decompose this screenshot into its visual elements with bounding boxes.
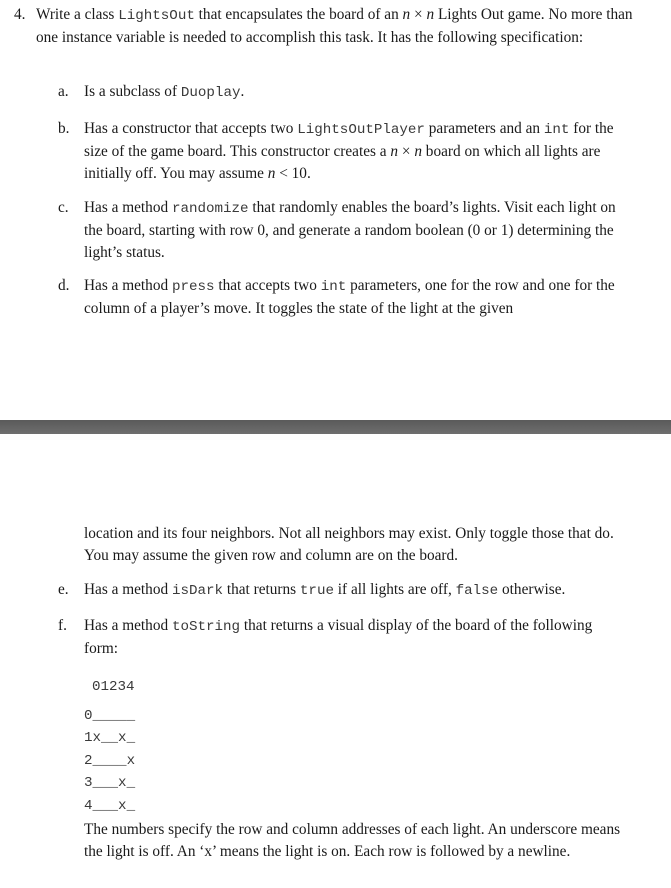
code-duoplay: Duoplay [180,85,241,101]
item-label: b. [58,120,70,137]
item-body: location and its four neighbors. Not all neighbors may exist. Only toggle those that do. You may assume the given row and column are on the board. [84,525,614,564]
item-body: Has a method isDark that returns true if all lights are off, false otherwise. [84,581,566,599]
page-top [0,0,671,420]
code-true: true [299,583,334,599]
item-body: Has a method press that accepts two int parameters, one for the row and one for the column of a player’s move. It toggles the state of the light at the given [84,277,615,317]
board-row: 1x__x_ [84,730,136,746]
code-lightsout: LightsOut [118,8,195,24]
board-row: 0_____ [84,707,136,724]
item-body: Has a method randomize that randomly enables the board’s lights. Visit each light on the board, starting with row 0, and generate a random boolean (0 or 1) determining the light’s status. [84,199,616,261]
board-row: 4___x_ [84,797,136,814]
item-label: f. [58,617,67,634]
code-int: int [320,279,347,295]
code-tostring: toString [171,619,241,635]
question-number: 4. [14,6,26,23]
code-isdark: isDark [171,583,224,599]
code-int: int [543,122,570,138]
item-label: c. [58,199,69,216]
item-body: Is a subclass of Duoplay. [84,83,245,101]
code-lightsoutplayer: LightsOutPlayer [297,122,425,138]
code-false: false [455,583,499,599]
code-randomize: randomize [171,201,249,217]
item-body: Has a constructor that accepts two LightsOutPlayer parameters and an int for the size of the game board. This constructor creates a n × n board on which all lights are initially off. You may assume n < 10. [84,120,614,182]
board-example [84,676,135,817]
code-press: press [171,279,215,295]
board-header: 01234 [92,679,135,695]
item-body: Has a method toString that returns a visual display of the board of the following form: [84,617,593,657]
item-label: e. [58,581,69,598]
board-row: 3___x_ [84,775,136,791]
page-break-divider [0,420,671,434]
item-body: The numbers specify the row and column addresses of each light. An underscore means the light is off. An ‘x’ means the light is on. Each row is followed by a newline. [84,821,621,860]
page-bottom [0,434,671,888]
item-label: a. [58,83,69,100]
item-label: d. [58,277,70,294]
board-row: 2____x [84,752,136,769]
question-text: Write a class LightsOut that encapsulates the board of an n × n Lights Out game. No more than one instance variable is needed to accomplish this task. It has the following specification: [36,6,633,46]
